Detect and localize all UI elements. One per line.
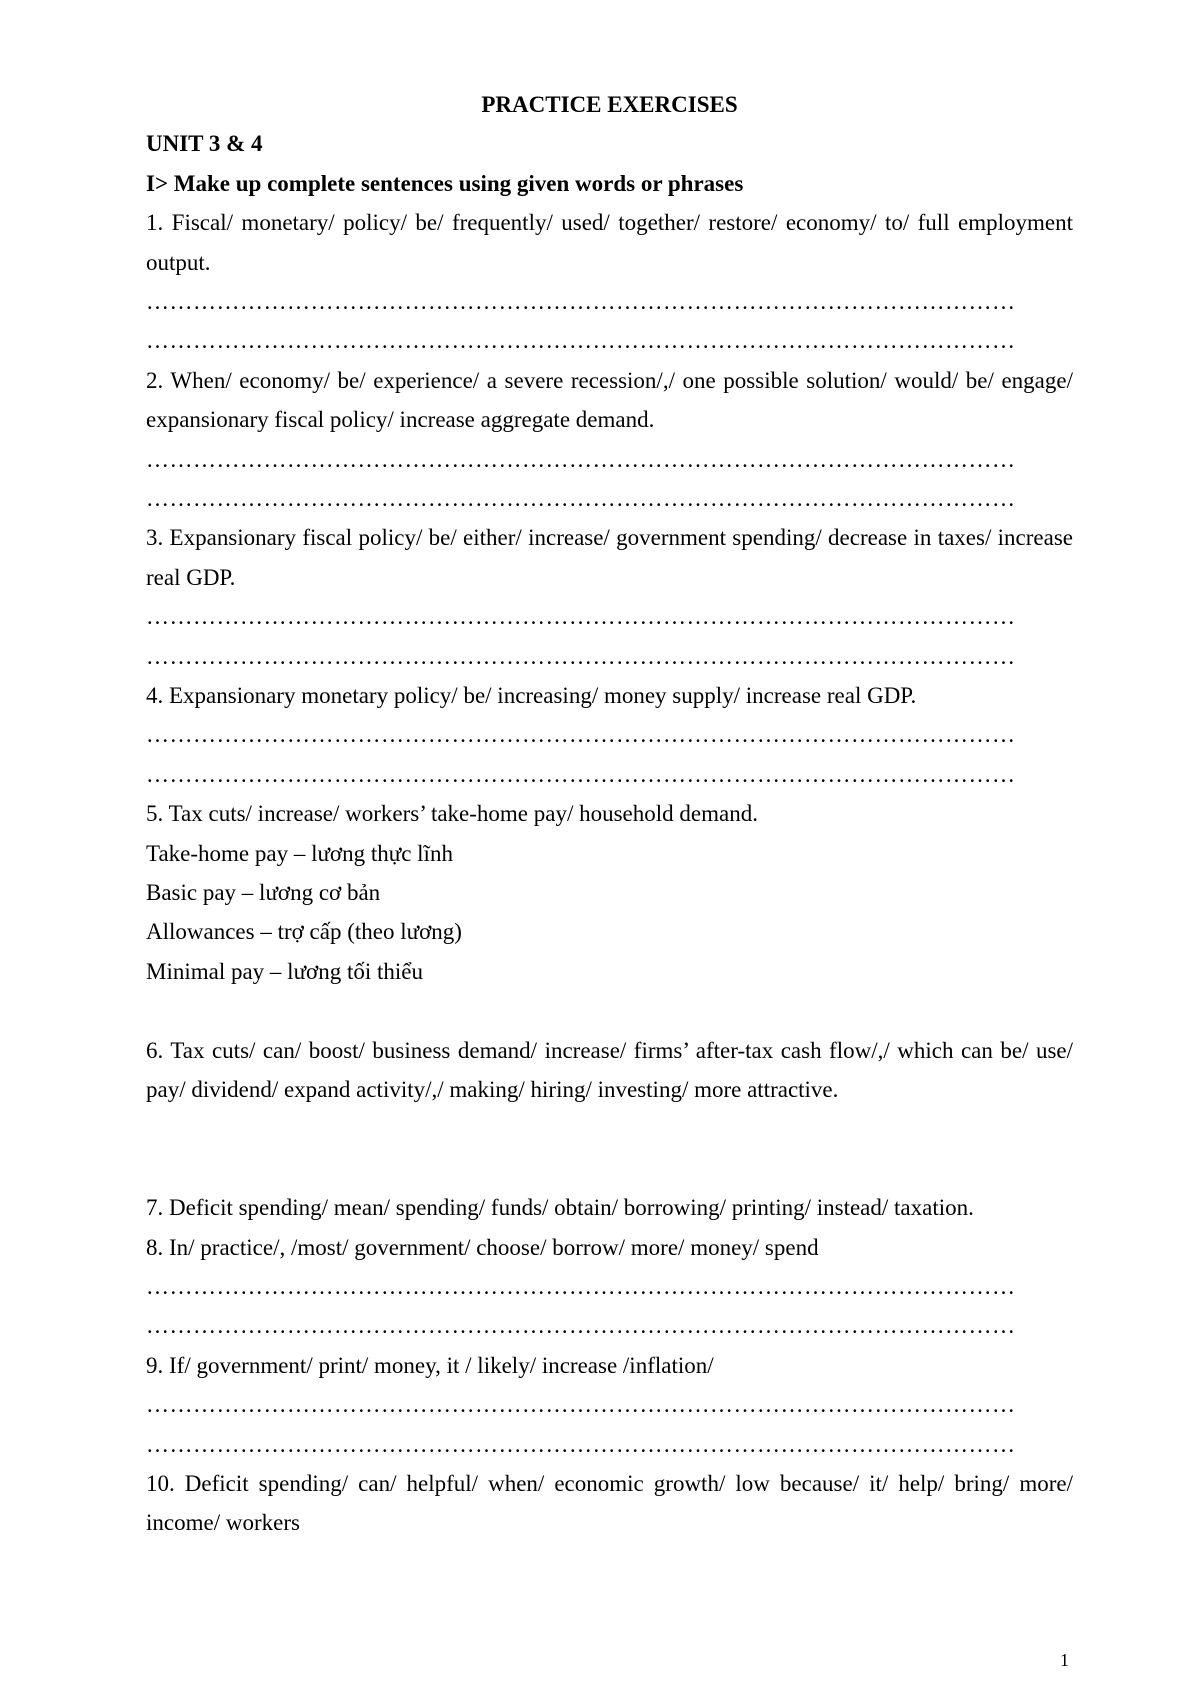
vocabulary-entry: Basic pay – lương cơ bản (146, 880, 381, 905)
exercise-item-10: 10. Deficit spending/ can/ helpful/ when/ economic growth/ low because/ it/ help/ bring/ more/ income/ workers (146, 1470, 1073, 1536)
exercise-item-3: 3. Expansionary fiscal policy/ be/ either/ increase/ government spending/ decrease in taxes/ increase real GDP. (146, 525, 1073, 590)
answer-line: ………………………………………………………………………………………………… (146, 722, 1016, 748)
vocabulary-entry: Minimal pay – lương tối thiểu (146, 958, 423, 984)
exercise-item-6: 6. Tax cuts/ can/ boost/ business demand/ increase/ firms’ after-tax cash flow/,/ which can be/ use/ pay/ dividend/ expand activity/,/ making/ hiring/ investing/ more attractive. (146, 1037, 1073, 1103)
answer-line: ………………………………………………………………………………………………… (146, 643, 1016, 669)
exercise-item-9: 9. If/ government/ print/ money, it / likely/ increase /inflation/ (146, 1352, 714, 1378)
spacer (146, 1149, 1073, 1188)
exercise-item-8: 8. In/ practice/, /most/ government/ choose/ borrow/ more/ money/ spend (146, 1234, 819, 1260)
answer-line: ………………………………………………………………………………………………… (146, 486, 1016, 512)
document-content (146, 85, 1073, 1543)
page-title: PRACTICE EXERCISES (481, 92, 738, 117)
exercise-item-7: 7. Deficit spending/ mean/ spending/ funds/ obtain/ borrowing/ printing/ instead/ taxation. (146, 1195, 974, 1221)
vocabulary-entry: Take-home pay – lương thực lĩnh (146, 840, 453, 866)
answer-line: ………………………………………………………………………………………………… (146, 446, 1016, 472)
answer-line: ………………………………………………………………………………………………… (146, 604, 1016, 630)
answer-line: ………………………………………………………………………………………………… (146, 328, 1016, 354)
section-heading: I> Make up complete sentences using given words or phrases (146, 170, 744, 196)
spacer (146, 1109, 1073, 1148)
exercise-item-2: 2. When/ economy/ be/ experience/ a severe recession/,/ one possible solution/ would/ be/ engage/ expansionary fiscal policy/ increase aggregate demand. (146, 367, 1073, 433)
answer-line: ………………………………………………………………………………………………… (146, 1313, 1016, 1339)
exercise-item-1: 1. Fiscal/ monetary/ policy/ be/ frequently/ used/ together/ restore/ economy/ to/ full employment output. (146, 210, 1073, 275)
answer-line: ………………………………………………………………………………………………… (146, 761, 1016, 787)
page-number: 1 (1060, 1650, 1069, 1670)
unit-heading: UNIT 3 & 4 (146, 131, 263, 157)
exercise-item-4: 4. Expansionary monetary policy/ be/ increasing/ money supply/ increase real GDP. (146, 683, 917, 708)
answer-line: ………………………………………………………………………………………………… (146, 289, 1016, 315)
vocabulary-entry: Allowances – trợ cấp (theo lương) (146, 919, 462, 945)
exercise-item-5: 5. Tax cuts/ increase/ workers’ take-home pay/ household demand. (146, 801, 758, 827)
spacer (146, 991, 1073, 1030)
answer-line: ………………………………………………………………………………………………… (146, 1392, 1016, 1418)
answer-line: ………………………………………………………………………………………………… (146, 1274, 1016, 1300)
answer-line: ………………………………………………………………………………………………… (146, 1431, 1016, 1457)
